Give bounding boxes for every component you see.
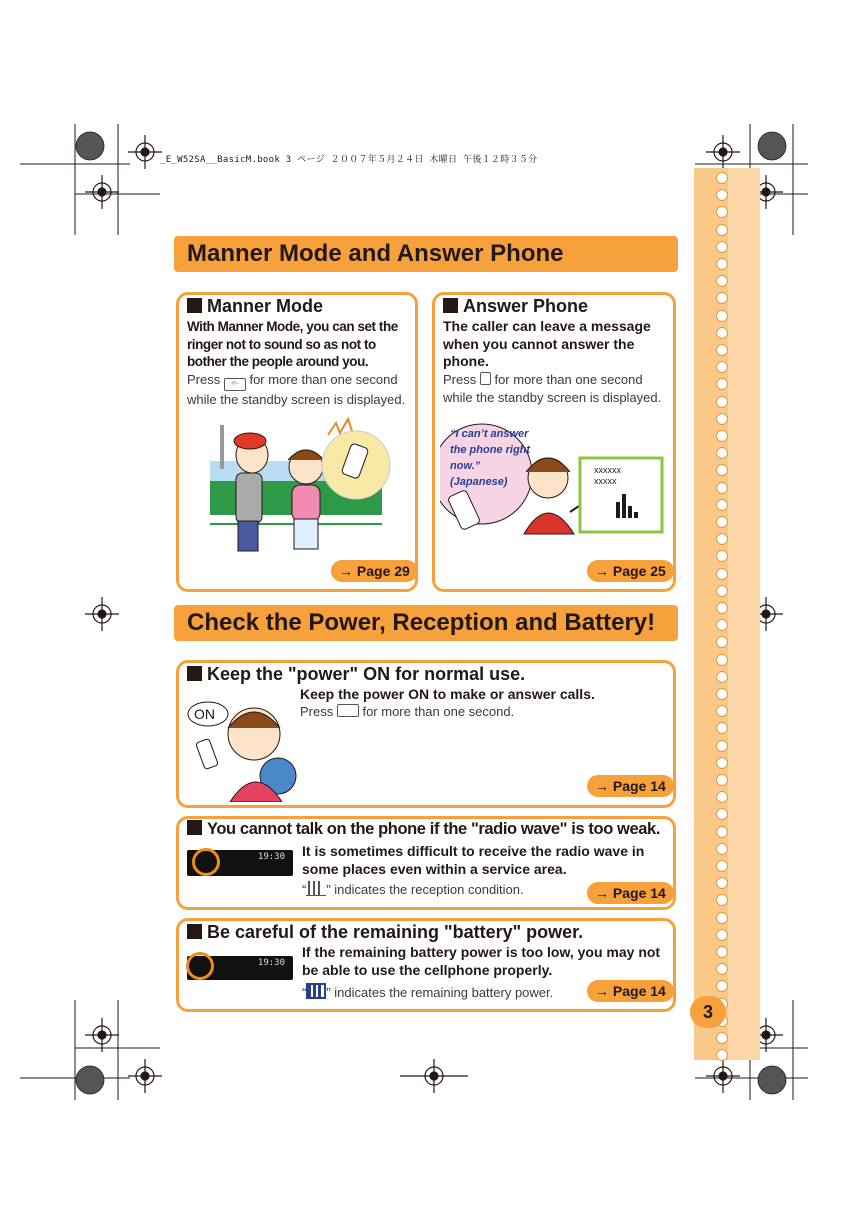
arrow-icon: →	[339, 563, 353, 579]
radio-title	[187, 820, 660, 839]
screen-time: 19:30	[257, 852, 285, 862]
binder-ring	[716, 912, 728, 924]
binder-ring	[716, 568, 728, 580]
power-title-text: Keep the "power" ON for normal use.	[207, 664, 526, 684]
binder-ring	[716, 740, 728, 752]
binder-ring	[716, 516, 728, 528]
power-page-link[interactable]	[587, 775, 674, 797]
arrow-icon: →	[595, 778, 609, 794]
board-text-2: xxxxx	[594, 476, 617, 486]
binder-ring	[716, 430, 728, 442]
power-lead: Keep the power ON to make or answer calls.	[300, 686, 595, 702]
page-link-text: Page 14	[612, 983, 666, 999]
highlight-circle	[192, 848, 220, 876]
square-bullet-icon	[187, 820, 202, 835]
binder-ring	[716, 946, 728, 958]
binder-ring	[716, 929, 728, 941]
battery-title	[187, 922, 583, 943]
body-text: for more than one second while the standby screen is displayed.	[443, 372, 662, 405]
manner-page-link[interactable]	[331, 560, 418, 582]
section-title: Manner Mode and Answer Phone	[187, 240, 564, 267]
binder-ring	[716, 258, 728, 270]
speech-bubble-text: “I can’t answer the phone right now.” (Japanese)	[450, 428, 531, 488]
manner-key-icon: ﾏﾅｰ	[224, 378, 246, 391]
binder-ring	[716, 757, 728, 769]
binder-ring	[716, 499, 728, 511]
binder-ring	[716, 310, 728, 322]
body-text: Press	[187, 372, 224, 387]
screen-time: 19:30	[257, 958, 285, 968]
power-title	[187, 664, 525, 685]
page-number: 3	[690, 996, 726, 1028]
radio-title-text: You cannot talk on the phone if the "radio wave" is too weak.	[207, 820, 661, 838]
answer-key-icon	[480, 372, 491, 385]
binder-ring	[716, 654, 728, 666]
power-body	[300, 703, 660, 721]
file-header: _E_W52SA__BasicM.book 3 ページ ２００７年５月２４日 木曜日 午後１２時３５分	[160, 155, 538, 165]
binder-ring	[716, 860, 728, 872]
highlight-circle	[186, 952, 214, 980]
body-text: for more than one second.	[358, 704, 515, 719]
note-text: ” indicates the reception condition.	[326, 882, 524, 897]
binder-ring	[716, 344, 728, 356]
binder-ring	[716, 396, 728, 408]
power-key-icon	[337, 704, 359, 717]
body-text: for more than one second while the standby screen is displayed.	[187, 372, 406, 407]
answer-page-link[interactable]	[587, 560, 674, 582]
binder-ring	[716, 1032, 728, 1044]
radio-lead: It is sometimes difficult to receive the radio wave in some places even within a service area.	[302, 843, 645, 877]
battery-page-link[interactable]	[587, 980, 674, 1002]
binder-ring	[716, 671, 728, 683]
binder-ring	[716, 327, 728, 339]
binder-ring	[716, 224, 728, 236]
manner-mode-body	[187, 371, 413, 409]
binder-ring	[716, 413, 728, 425]
board-text-1: xxxxxx	[594, 465, 621, 475]
page-link-text: Page 29	[356, 563, 410, 579]
manner-mode-lead: With Manner Mode, you can set the ringer not to sound so as not to bother the people around you.	[187, 319, 398, 369]
square-bullet-icon	[187, 924, 202, 939]
arrow-icon: →	[595, 983, 609, 999]
radio-note	[302, 881, 562, 899]
binder-ring	[716, 585, 728, 597]
section-header-manner-answer	[174, 236, 678, 272]
battery-title-text: Be careful of the remaining "battery" power.	[207, 922, 584, 942]
manner-mode-title-text: Manner Mode	[207, 296, 324, 316]
binder-ring	[716, 826, 728, 838]
on-label: ON	[194, 706, 215, 722]
body-text: Press	[300, 704, 337, 719]
answer-phone-title-text: Answer Phone	[463, 296, 589, 316]
body-text: Press	[443, 372, 480, 387]
manner-mode-illustration	[208, 415, 408, 555]
radio-page-link[interactable]	[587, 882, 674, 904]
binder-ring	[716, 602, 728, 614]
binder-ring	[716, 482, 728, 494]
sidebar-tab-inner	[728, 168, 760, 1060]
binder-ring	[716, 241, 728, 253]
answer-phone-body	[443, 371, 671, 406]
note-text: “	[302, 882, 307, 897]
page-link-text: Page 25	[612, 563, 666, 579]
answer-phone-title	[443, 296, 588, 317]
signal-icon	[306, 881, 326, 896]
square-bullet-icon	[187, 298, 202, 313]
binder-ring	[716, 172, 728, 184]
page-link-text: Page 14	[612, 778, 666, 794]
note-text: ” indicates the remaining battery power.	[326, 985, 554, 1000]
binder-ring	[716, 688, 728, 700]
answer-phone-lead: The caller can leave a message when you cannot answer the phone.	[443, 318, 651, 369]
note-text: “	[302, 985, 307, 1000]
section-title: Check the Power, Reception and Battery!	[187, 609, 656, 636]
square-bullet-icon	[187, 666, 202, 681]
battery-note	[302, 983, 592, 1002]
page-link-text: Page 14	[612, 885, 666, 901]
binder-ring	[716, 843, 728, 855]
battery-lead: If the remaining battery power is too low, you may not be able to use the cellphone properly.	[302, 944, 661, 978]
square-bullet-icon	[443, 298, 458, 313]
arrow-icon: →	[595, 563, 609, 579]
battery-icon	[306, 983, 326, 999]
arrow-icon: →	[595, 885, 609, 901]
manner-mode-title	[187, 296, 323, 317]
section-header-power-reception-battery	[174, 605, 678, 641]
binder-ring	[716, 774, 728, 786]
